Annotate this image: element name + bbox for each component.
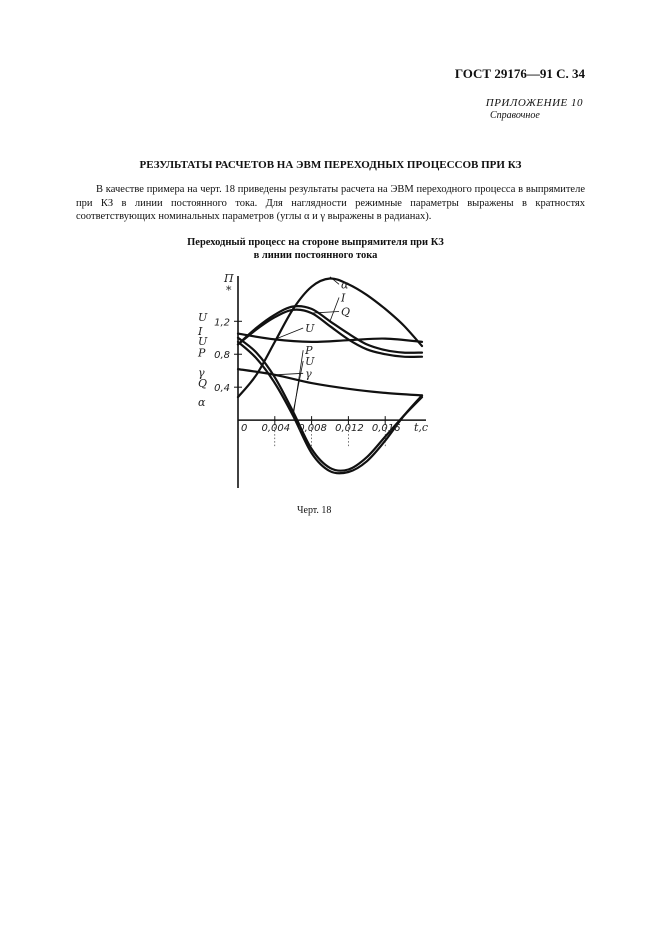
left-parameter-label: Q	[198, 377, 208, 391]
left-parameter-label: γ	[198, 366, 205, 380]
x-tick-label: 0	[241, 423, 248, 435]
figure-title-line1: Переходный процесс на стороне выпрямителя при КЗ	[187, 237, 444, 248]
left-parameter-label: α	[198, 396, 206, 409]
intro-paragraph: В качестве примера на черт. 18 приведены результаты расчета на ЭВМ переходного процесса в выпрямителе при КЗ в линии постоянного тока. Для наглядности режимные параметры выражены в кратностях соответствующих номинальных параметров (углы α и γ выражены в радианах).	[76, 184, 585, 222]
y-tick-label: 0,4	[214, 383, 230, 395]
figure-title-line2: в линии постоянного тока	[253, 250, 378, 261]
appendix-label: ПРИЛОЖЕНИЕ 10	[485, 97, 583, 109]
document-header: ГОСТ 29176—91 С. 34	[454, 66, 585, 81]
curve-label: I	[341, 291, 346, 305]
left-parameter-label: I	[198, 325, 203, 339]
transient-chart	[190, 266, 440, 496]
x-tick-label: 0,012	[335, 423, 364, 435]
x-tick-label: 0,016	[371, 423, 401, 435]
curve-leader	[293, 361, 303, 412]
curve-label: U	[305, 322, 315, 335]
figure-caption: Черт. 18	[297, 505, 332, 516]
reference-label: Справочное	[490, 110, 540, 121]
y-axis-label-mark: *	[226, 284, 232, 297]
curve-6	[238, 369, 422, 395]
curve-3	[238, 334, 422, 342]
curve-label: Q	[341, 305, 351, 319]
left-parameter-label: P	[198, 346, 206, 360]
curve-leader	[330, 298, 339, 322]
curve-label: U	[305, 354, 315, 368]
curve-4	[238, 342, 422, 473]
figure-title	[0, 236, 631, 262]
curve-label: γ	[305, 367, 312, 381]
curve-1	[238, 306, 422, 353]
curve-label: α	[341, 278, 349, 292]
x-tick-label: 0,008	[298, 423, 327, 435]
left-parameter-label: U	[198, 335, 208, 349]
curve-leader	[275, 373, 303, 375]
y-tick-label: 1,2	[214, 317, 230, 329]
section-title: РЕЗУЛЬТАТЫ РАСЧЕТОВ НА ЭВМ ПЕРЕХОДНЫХ ПРОЦЕССОВ ПРИ КЗ	[139, 159, 522, 171]
x-axis-label: t,c	[414, 421, 429, 435]
curve-label: P	[305, 344, 313, 358]
y-axis-label: П	[224, 272, 234, 285]
x-tick-label: 0,004	[261, 423, 291, 435]
left-parameter-label: U	[198, 311, 208, 325]
y-tick-label: 0,8	[214, 350, 230, 362]
